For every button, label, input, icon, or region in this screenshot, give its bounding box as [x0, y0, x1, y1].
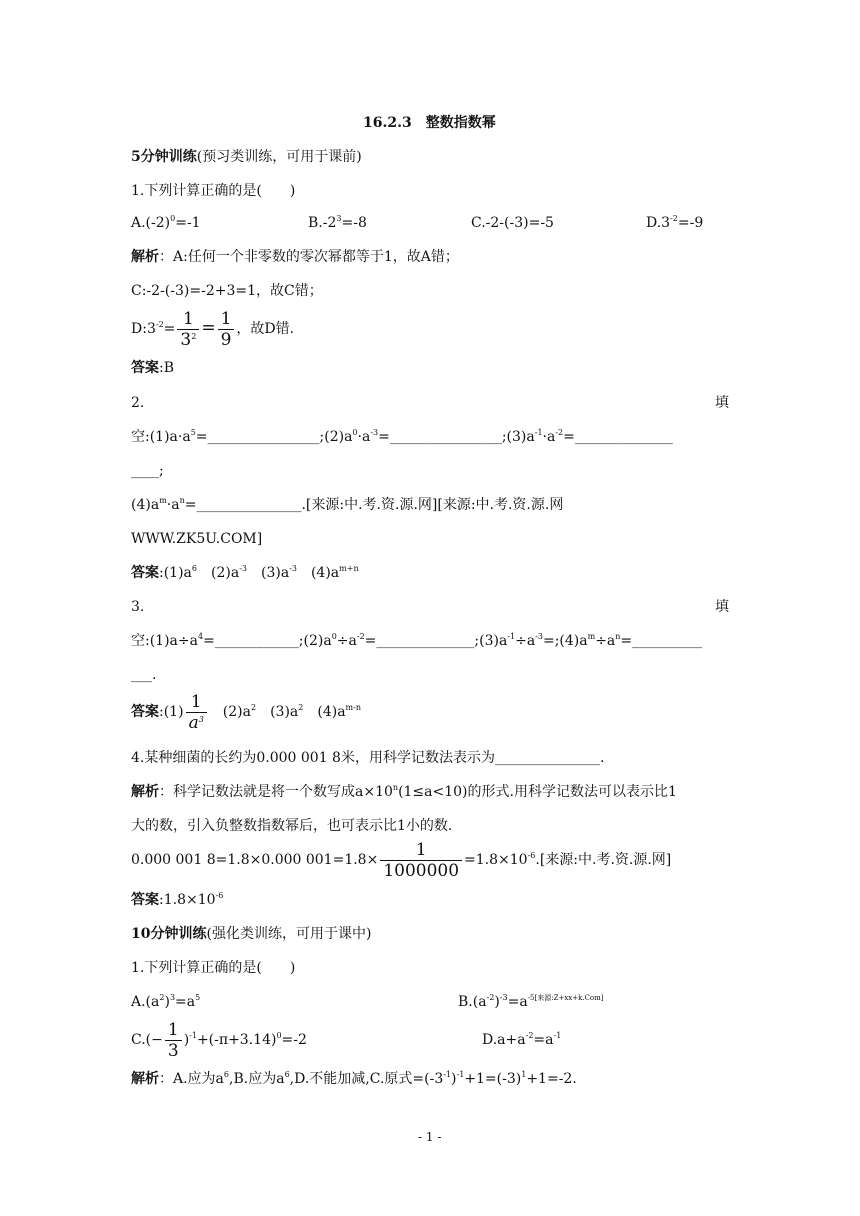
q5-j-s3: -1 — [443, 1070, 452, 1079]
q5-c-c: +(-π+3.14) — [196, 1032, 277, 1048]
q1-option-d-text: D.3 — [646, 215, 671, 231]
section-heading-bold: 10分钟训练 — [131, 926, 207, 942]
q3-l-a: 空:(1)a÷a — [131, 633, 198, 649]
fraction-numerator: 1 — [182, 308, 194, 329]
q2-l1-s1: 5 — [190, 428, 196, 437]
q2-line1 — [131, 428, 673, 446]
q1-analysis-line3 — [131, 308, 294, 350]
answer-label: 答案 — [131, 360, 159, 376]
q1-option-c: C.-2-(-3)=-5 — [471, 215, 554, 231]
q3-l-f: =;(4)a — [542, 633, 588, 649]
q3-line1 — [131, 632, 702, 650]
equals-sign: = — [201, 318, 216, 338]
q2-l1-s5: -2 — [555, 428, 564, 437]
q5-j-s5: 1 — [521, 1070, 527, 1079]
fraction-numerator: 1 — [190, 691, 202, 712]
q4-analysis-line2: 大的数，引入负整数指数幂后，也可表示比1小的数. — [131, 818, 453, 834]
section-heading-rest: (强化类训练，可用于课中) — [206, 926, 372, 942]
q4-ans-sup: -6 — [215, 891, 224, 900]
q1-option-b-sup: 3 — [336, 214, 342, 223]
q1-line3-pre: D:3 — [131, 321, 156, 337]
q5-j-s1: 6 — [223, 1070, 230, 1079]
q5-b-b: ) — [494, 994, 500, 1010]
q5-b-s2: -3 — [499, 993, 508, 1002]
q3-l-e: ÷a — [515, 633, 536, 649]
answer-label: 答案 — [131, 565, 159, 581]
q5-c-s1: -1 — [189, 1031, 197, 1040]
answer-label: 答案 — [131, 892, 159, 908]
q2-number: 2. — [131, 395, 145, 411]
q4-calc-c: .[来源:中.考.资.源.网] — [535, 852, 672, 868]
q3-ans-s4: m-n — [345, 703, 361, 712]
q2-l1-b: =________________;(2)a — [195, 429, 353, 445]
q2-line4: WWW.ZK5U.COM] — [131, 531, 263, 547]
q3-ans-s3: 2 — [298, 703, 304, 712]
q2-ans-c: (3)a — [246, 565, 290, 581]
q2-ans-s4: m+n — [339, 564, 359, 573]
q3-l-s5: -3 — [535, 632, 543, 641]
q1-option-d-rest: =-9 — [677, 215, 704, 231]
q1-option-b — [308, 214, 367, 232]
q5-j-e: +1=(-3) — [464, 1071, 522, 1087]
answer-label: 答案 — [131, 704, 159, 720]
q1-answer — [131, 359, 174, 377]
q1-option-a-rest: =-1 — [175, 215, 201, 231]
q3-l-s2: 0 — [331, 632, 337, 641]
section-heading-5min — [131, 148, 362, 166]
q1-option-a-sup: 0 — [170, 214, 176, 223]
q5-a-c: =a — [175, 994, 196, 1010]
q2-ans-b: (2)a — [197, 565, 240, 581]
fraction-1-over-3 — [165, 1020, 182, 1061]
q5-j-b: ,B.应为a — [229, 1071, 285, 1087]
q1-stem: 1.下列计算正确的是( ) — [131, 183, 296, 199]
q3-l-b: =____________;(2)a — [203, 633, 332, 649]
q5-d-a: D.a+a — [482, 1032, 526, 1048]
fraction-den-sup: 3 — [198, 714, 204, 724]
q2-ans-s1: 6 — [191, 564, 197, 573]
q2-l3-c: =_______________.[来源:中.考.资.源.网][来源:中.考.资.源.网 — [184, 497, 564, 513]
q5-option-c — [131, 1018, 307, 1062]
q3-ans-c: (3)a — [256, 704, 299, 720]
section-heading-10min — [131, 925, 371, 943]
fraction-den-base: 3 — [180, 329, 192, 350]
q2-l1-s3: -3 — [370, 428, 379, 437]
q3-number: 3. — [131, 599, 145, 615]
q5-option-b — [458, 993, 604, 1011]
page-title: 16.2.3 整数指数幂 — [363, 115, 496, 131]
fraction-1-over-3sq — [177, 309, 199, 350]
q2-fill-word: 填 — [715, 395, 729, 411]
fraction-numerator: 1 — [220, 308, 232, 329]
q5-a-b: ) — [164, 994, 170, 1010]
q5-analysis — [131, 1070, 577, 1088]
q2-l1-s4: -1 — [534, 428, 543, 437]
q1-analysis — [131, 248, 459, 266]
fraction-denominator: 9 — [218, 329, 235, 350]
q3-ans-b: (2)a — [208, 704, 251, 720]
q4-calc-b: =1.8×10 — [464, 852, 528, 868]
q5-j-d: ) — [451, 1071, 457, 1087]
q2-l3-s1: m — [159, 496, 167, 505]
q1-option-d-sup: -2 — [670, 214, 678, 223]
q4-analysis — [131, 783, 677, 801]
q3-l-s1: 4 — [197, 632, 204, 641]
q4-answer — [131, 891, 223, 909]
fraction-1-over-9 — [218, 309, 235, 350]
q5-b-s1: -2 — [486, 993, 495, 1002]
section-heading-rest: (预习类训练，可用于课前) — [196, 149, 362, 165]
analysis-label: 解析 — [131, 249, 159, 265]
q1-line3-eq: = — [163, 321, 176, 337]
fraction-den-sup: 2 — [191, 331, 197, 341]
q5-a-s3: 5 — [195, 993, 201, 1002]
q3-l-h: =__________ — [620, 633, 703, 649]
q1-option-b-rest: =-8 — [341, 215, 367, 231]
q5-c-d: =-2 — [281, 1032, 307, 1048]
q3-l-s3: -2 — [356, 632, 365, 641]
q2-l3-a: (4)a — [131, 497, 160, 513]
fraction-1-over-1000000 — [380, 840, 462, 881]
q2-ans-s2: -3 — [239, 564, 247, 573]
q3-fill-word: 填 — [715, 599, 729, 615]
q2-ans-s3: -3 — [289, 564, 297, 573]
q2-ans-a: :(1)a — [159, 565, 192, 581]
q2-l1-c: ·a — [357, 429, 371, 445]
q3-line2: ___. — [131, 667, 157, 683]
fraction-numerator: 1 — [415, 839, 427, 860]
q3-l-g: ÷a — [595, 633, 616, 649]
q5-a-a: A.(a — [131, 994, 160, 1010]
q4-stem: 4.某种细菌的长约为0.000 001 8米，用科学记数法表示为_______________. — [131, 750, 605, 766]
q2-l3-b: ·a — [166, 497, 180, 513]
q1-line3-post: ，故D错. — [236, 321, 295, 337]
fraction-denominator — [177, 329, 199, 350]
q5-c-b: ) — [183, 1032, 190, 1048]
q5-stem: 1.下列计算正确的是( ) — [131, 960, 296, 976]
q1-option-b-text: B.-2 — [308, 215, 337, 231]
page-number: - 1 - — [418, 1130, 442, 1144]
q1-answer-text: :B — [159, 360, 175, 376]
q3-l-s7: n — [615, 632, 621, 641]
q5-j-f: +1=-2. — [526, 1071, 577, 1087]
q4-calc-sup: -6 — [527, 851, 536, 860]
q3-ans-d: (4)a — [303, 704, 346, 720]
q5-c-s2: 0 — [276, 1031, 282, 1040]
q4-analysis-a: ：科学记数法就是将一个数写成a×10 — [159, 784, 393, 800]
fraction-denominator: 3 — [165, 1040, 182, 1061]
q2-l1-s2: 0 — [352, 428, 358, 437]
q4-calculation — [131, 838, 671, 882]
q5-a-s2: 3 — [169, 993, 176, 1002]
q1-option-a-text: A.(-2) — [131, 215, 171, 231]
analysis-label: 解析 — [131, 784, 159, 800]
q1-line3-sup: -2 — [155, 320, 164, 329]
q2-line2: ____; — [131, 463, 164, 479]
q3-l-s6: m — [587, 632, 596, 641]
q4-ans-a: :1.8×10 — [159, 892, 216, 908]
q2-l1-e: ·a — [542, 429, 556, 445]
q2-answer — [131, 564, 359, 582]
q1-option-a — [131, 214, 201, 232]
q5-c-a: C.(− — [131, 1032, 163, 1048]
q5-d-s2: -1 — [553, 1031, 562, 1040]
q3-l-d: =______________;(3)a — [364, 633, 508, 649]
q5-b-c: =a — [507, 994, 528, 1010]
q2-l3-s2: n — [179, 496, 185, 505]
q5-j-c: ,D.不能加减,C.原式=(-3 — [289, 1071, 444, 1087]
q2-l1-f: =______________ — [563, 429, 673, 445]
section-heading-bold: 5分钟训练 — [131, 149, 197, 165]
q5-d-s1: -2 — [525, 1031, 534, 1040]
q2-line3 — [131, 496, 563, 514]
q1-analysis-text: ：A:任何一个非零数的零次幂都等于1，故A错； — [159, 249, 459, 265]
q4-analysis-sup: n — [392, 783, 399, 792]
q1-analysis-line2: C:-2-(-3)=-2+3=1，故C错； — [131, 283, 323, 299]
fraction-denominator — [186, 712, 207, 733]
q3-answer — [131, 690, 361, 734]
q2-ans-d: (4)a — [296, 565, 340, 581]
q3-ans-s2: 2 — [250, 703, 257, 712]
q4-calc-a: 0.000 001 8=1.8×0.000 001=1.8× — [131, 852, 379, 868]
q2-l1-d: =________________;(3)a — [378, 429, 535, 445]
q2-l1-a: 空:(1)a·a — [131, 429, 191, 445]
fraction-1-over-a-cubed — [186, 692, 207, 733]
q4-analysis-b: (1≤a<10)的形式.用科学记数法可以表示比1 — [398, 784, 677, 800]
q5-j-a: ：A.应为a — [159, 1071, 224, 1087]
q5-option-d — [482, 1031, 561, 1049]
q5-d-b: =a — [533, 1032, 554, 1048]
q5-j-s4: -1 — [456, 1070, 465, 1079]
fraction-numerator: 1 — [167, 1019, 179, 1040]
q5-option-a — [131, 993, 200, 1011]
q5-b-s3: -5[来源:Z+xx+k.Com] — [527, 994, 604, 1002]
q3-l-s4: -1 — [507, 632, 516, 641]
fraction-den-base: a — [188, 712, 199, 733]
q1-option-d — [646, 214, 703, 232]
q3-l-c: ÷a — [336, 633, 357, 649]
q5-a-s1: 2 — [159, 993, 165, 1002]
q5-j-s2: 6 — [284, 1070, 290, 1079]
fraction-denominator: 1000000 — [380, 860, 462, 881]
q3-ans-a: :(1) — [159, 704, 184, 720]
q5-b-a: B.(a — [458, 994, 487, 1010]
analysis-label: 解析 — [131, 1071, 159, 1087]
